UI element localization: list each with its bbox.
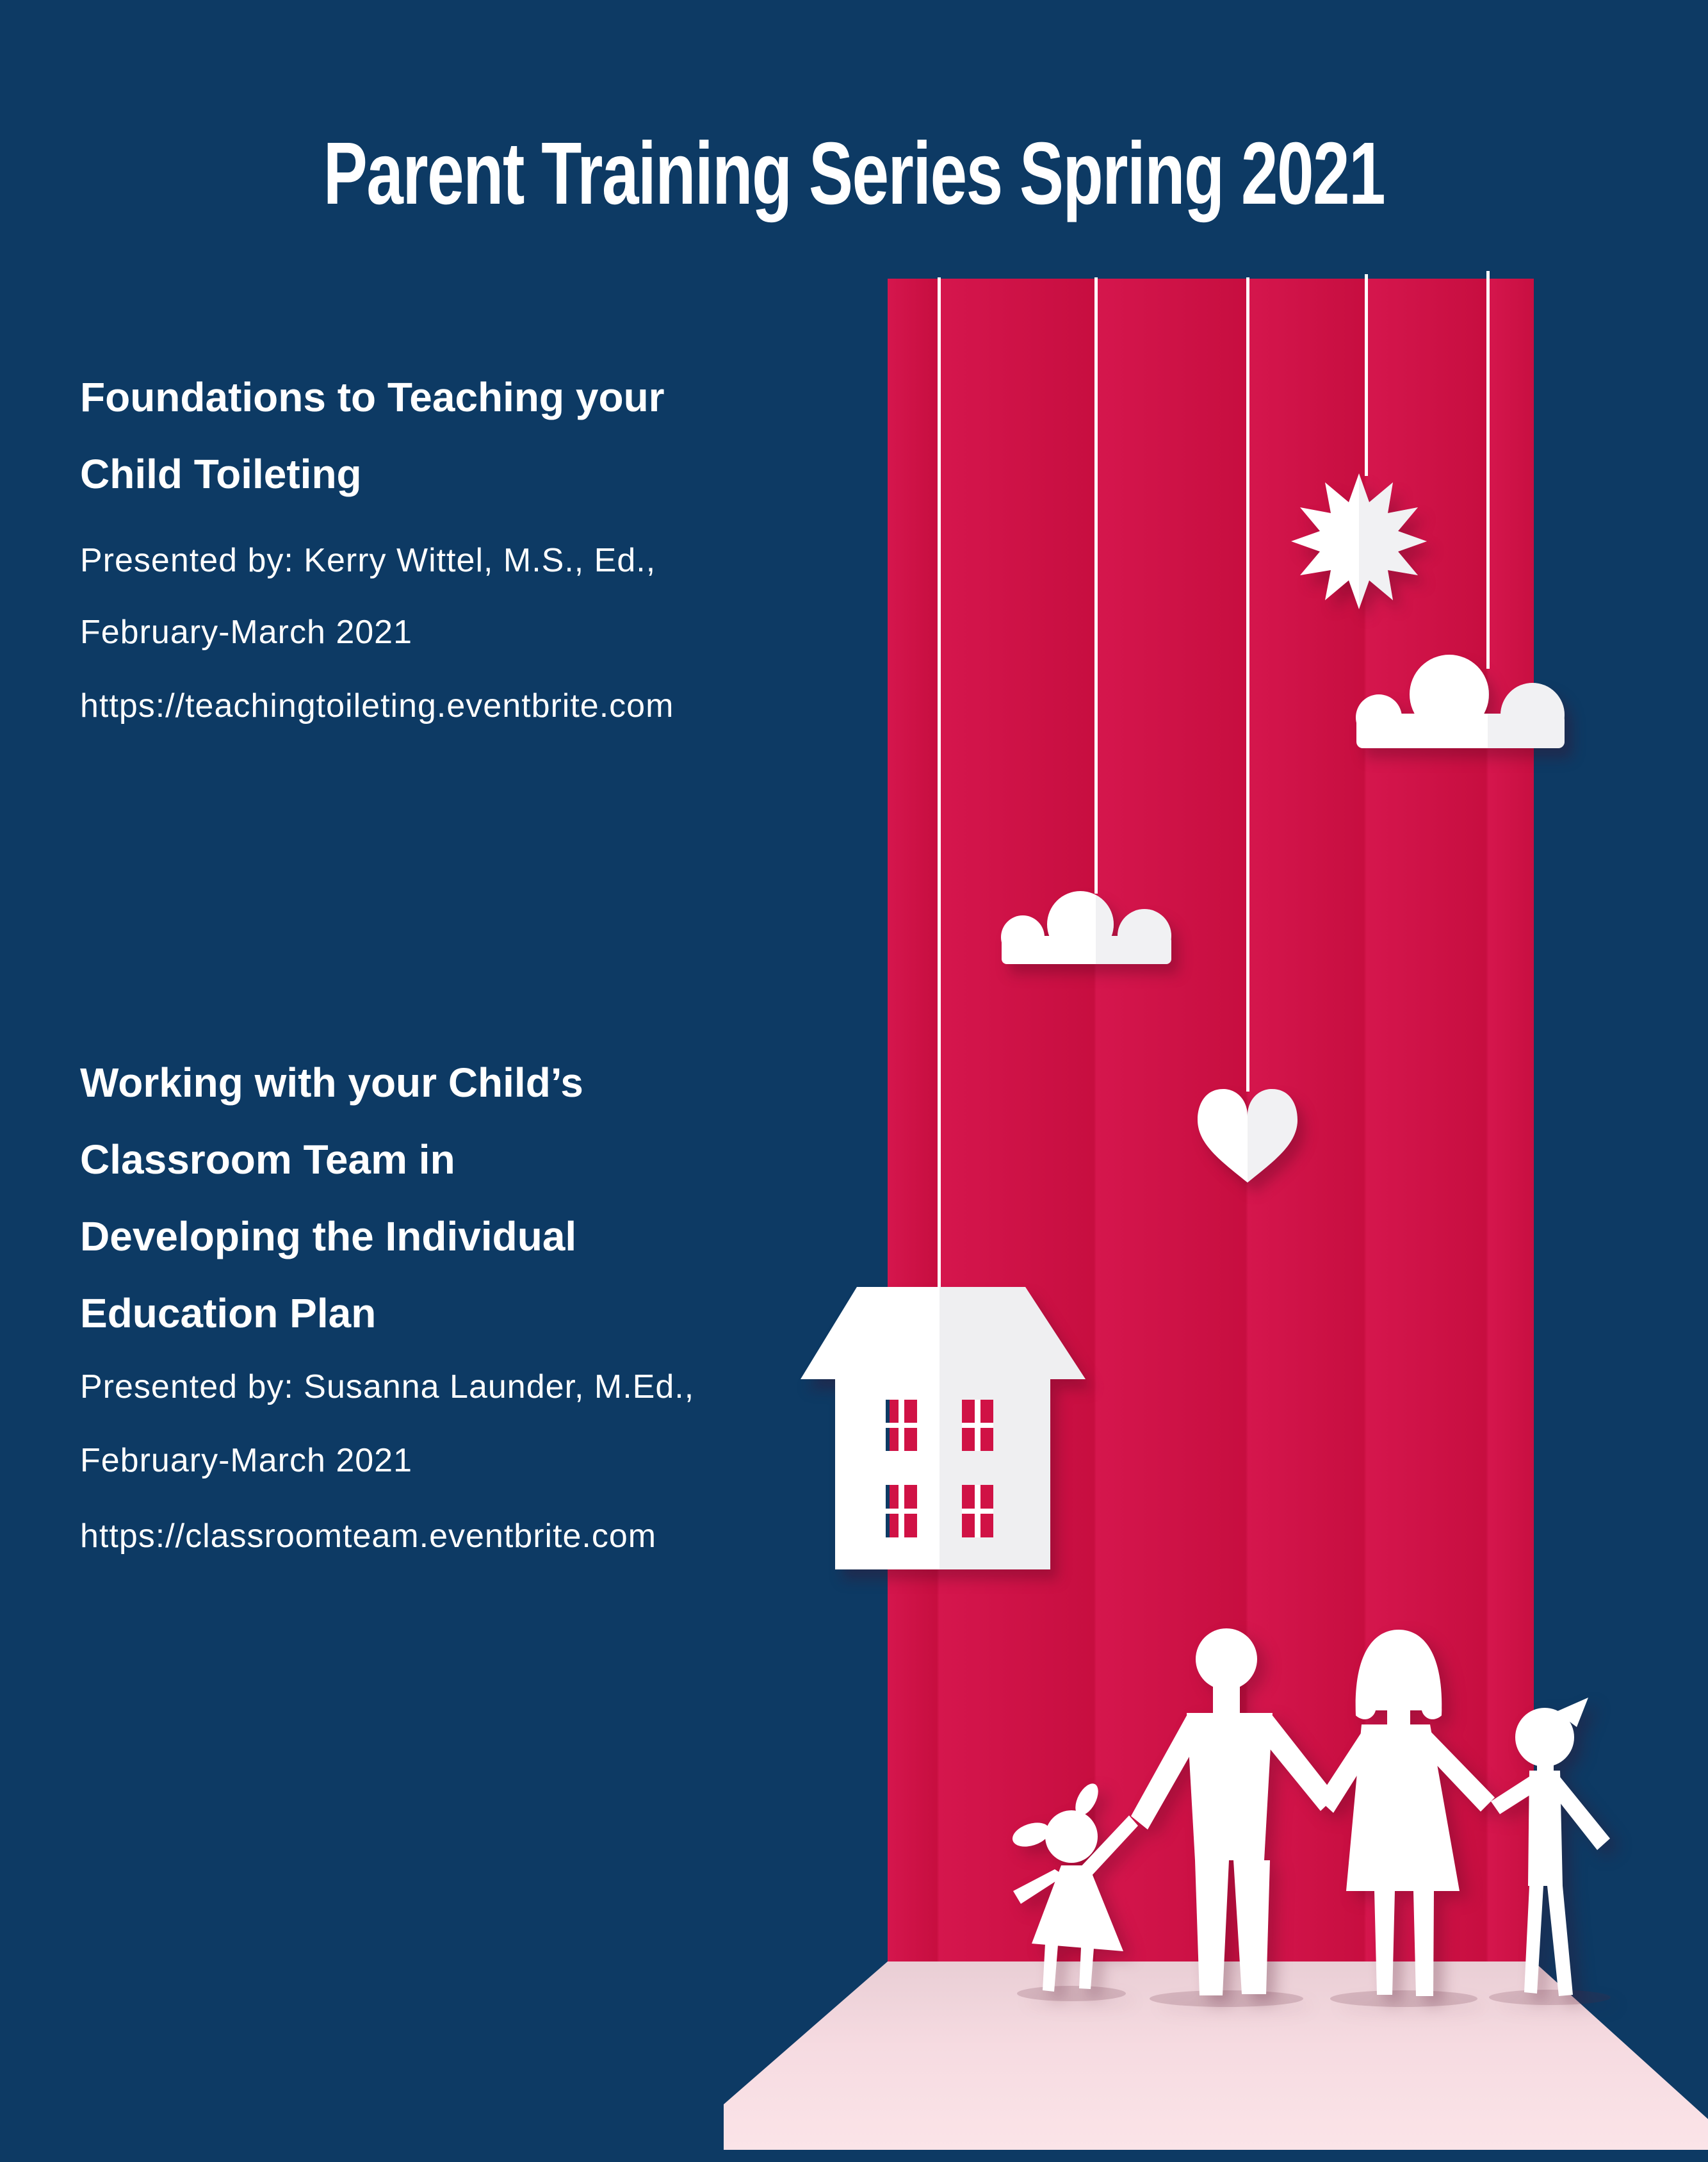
session-2-heading-line-1: Working with your Child’s [80, 1060, 583, 1106]
session-1-presenter: Presented by: Kerry Wittel, M.S., Ed., [80, 542, 656, 579]
hanging-string-5 [1486, 271, 1490, 669]
star-icon [1281, 463, 1437, 619]
session-1-url: https://teachingtoileting.eventbrite.com [80, 687, 674, 725]
session-2-dates: February-March 2021 [80, 1442, 412, 1479]
session-1-heading [80, 359, 665, 512]
paper-man [1131, 1628, 1336, 1995]
session-2-presenter: Presented by: Susanna Launder, M.Ed., [80, 1368, 695, 1405]
hanging-string-2 [1094, 277, 1098, 894]
paper-girl [1009, 1780, 1138, 1992]
session-2-heading-line-4: Education Plan [80, 1290, 377, 1336]
hanging-string-1 [938, 277, 941, 1290]
session-1-dates: February-March 2021 [80, 614, 412, 651]
paper-family-icon [1005, 1614, 1646, 2027]
session-2-heading [80, 1044, 583, 1352]
paper-boy [1491, 1698, 1610, 1996]
session-2-heading-line-3: Developing the Individual [80, 1213, 577, 1259]
cloud-large-icon [1344, 652, 1587, 748]
session-2-url: https://classroomteam.eventbrite.com [80, 1518, 657, 1555]
house-icon [794, 1281, 1095, 1589]
cloud-small-icon [994, 887, 1205, 964]
paper-woman [1318, 1630, 1495, 1996]
hanging-string-3 [1246, 277, 1249, 1092]
heart-icon [1194, 1085, 1303, 1188]
session-1-heading-line-2: Child Toileting [80, 451, 362, 497]
session-2-heading-line-2: Classroom Team in [80, 1136, 455, 1183]
session-1-heading-line-1: Foundations to Teaching your [80, 374, 665, 420]
hanging-string-4 [1365, 274, 1368, 476]
page-title: Parent Training Series Spring 2021 [323, 124, 1385, 223]
